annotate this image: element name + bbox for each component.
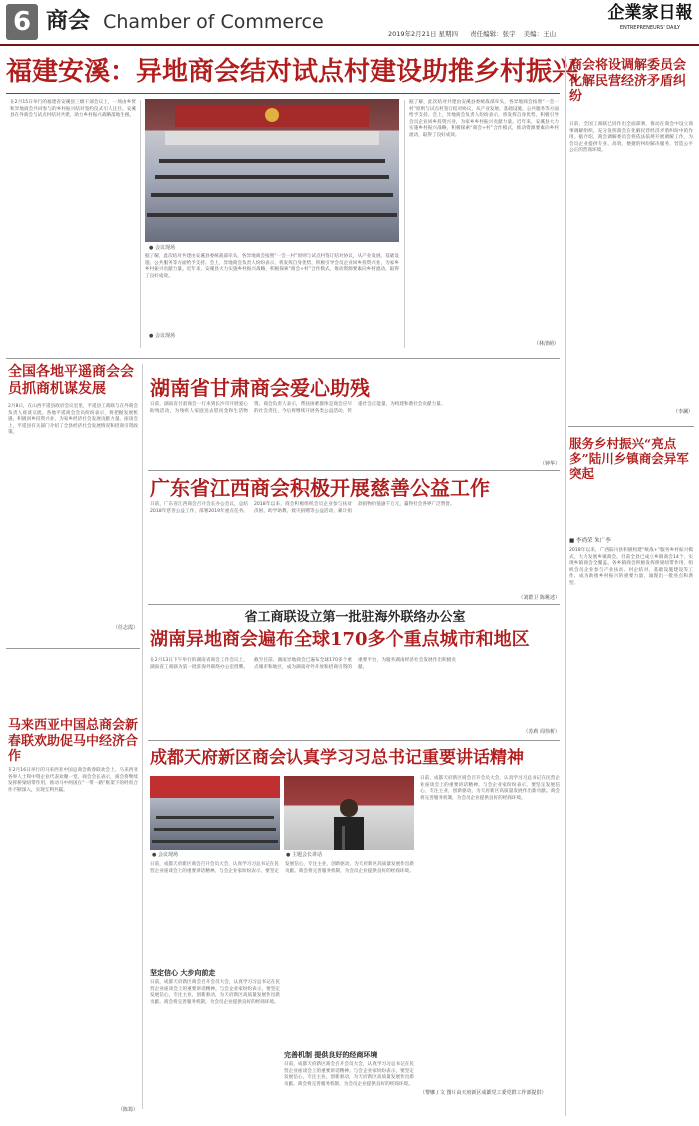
hunan-body (150, 658, 560, 730)
jiangxi-author: （刘群卫 陈桃述） (518, 595, 560, 601)
left-mid-text: 2月8日，在山西平遥县政府会议室里，平遥县工商联与在外商会负责人座谈交流。各地平遥商会会员纷纷表示，将把握发展机遇，积极回乡投资兴业，为家乡经济社会发展贡献力量。座谈会上，平遥县有关部门介绍了全县经济社会发展情况和招商引资政策。 (8, 404, 138, 436)
masthead-rule (0, 44, 699, 46)
malaysia-body (8, 768, 138, 1106)
main-photo-caption-below: ● 会议现场 (149, 245, 175, 251)
paper-logo (604, 2, 696, 32)
rural-body (569, 548, 693, 1116)
chengdu-author: （黎娜 / 文 图片由天府新区成都党工委党群工作部提供） (420, 1090, 547, 1096)
section-rule (148, 740, 560, 741)
meeting-hall-illustration (145, 99, 399, 242)
editor: 责任编辑：张宇 (470, 30, 516, 38)
main-author: （林清萌） (533, 341, 559, 347)
main-body-cont: 据了解，此次结对共建由安溪县委统战部牵头，各异地商会按照“一会一村”原则与试点村签订结对协议，从产业发展、基础设施、公共服务等方面给予支持。会上，异地商会负责人纷纷表示，将发挥自身优势，积极引导会员企业回乡投资兴业，为家乡乡村振兴贡献力量。近年来，安溪县大力实施乡村振兴战略，积极探索“商会+村”合作模式，推动资源要素向乡村流动，取得了良好成效。 (409, 100, 559, 138)
hunan-text: 在2月13日下午举行的湖南省商会工作会议上，湖南省工商联为第一批驻海外联络办公室授牌。截至目前，湖南异地商会已遍布全球170多个重点城市和地区，成为湖南对外开放和招商引资的重要平台，为服务湖南经济社会发展作出积极贡献。 (150, 658, 456, 670)
jiangxi-text: 日前，广东省江西商会召开会长办公会议，总结2018年慈善公益工作，部署2019年重点任务。2018年以来，商会积极组织会员企业参与扶贫济困、助学助教、救灾捐赠等公益活动，累计捐款捐物价值逾千万元，赢得社会各界广泛赞誉。 (150, 502, 455, 514)
col-divider (140, 100, 141, 348)
section-rule (6, 358, 560, 359)
issue-date: 2019年2月21日 星期四 (388, 30, 459, 38)
hunan-kicker: 省工商联设立第一批驻海外联络办公室 (244, 610, 466, 625)
rural-text: 2018年以来，广西陆川县积极构建“统战+”服务乡村振兴模式，大力发展乡镇商会。目前全县已成立乡镇商会14个，实现乡镇商会全覆盖。各乡镇商会积极发挥桥梁纽带作用，组织会员企业参与产业扶贫、村企结对、基础设施建设等工作，成为助推乡村振兴的重要力量，涌现出一批亮点和典型。 (569, 548, 693, 586)
paper-name-en: ENTREPRENEURS' DAILY (619, 25, 681, 31)
main-headline-rule (6, 93, 560, 94)
gansu-headline: 湖南省甘肃商会爱心助残 (150, 376, 370, 400)
section-rule (6, 648, 140, 649)
right-top-text: 日前，全国工商联已同作出全面部署，推动在商会中设立商事调解组织，充分发挥商会在化解民营经济矛盾纠纷中的作用。据介绍，商会调解委员会将依法依规开展调解工作，为会员企业提供专业、高效、便捷的纠纷解决服务，营造公平公正的营商环境。 (569, 122, 693, 154)
chengdu-headline: 成都天府新区商会认真学习习总书记重要讲话精神 (150, 748, 524, 768)
chengdu-photo-1 (150, 776, 280, 850)
rural-headline: 服务乡村振兴“亮点多”陆川乡镇商会异军突起 (569, 436, 689, 481)
chengdu-subhead-2: 完善机制 提供良好的经商环境 (284, 1051, 378, 1059)
chengdu-text-4: 日前，成都天府新区商会召开会员大会，认真学习习总书记在民营企业座谈会上的重要讲话精神。与会企业家纷纷表示，要坚定发展信心，专注主业，创新驱动，为天府新区高质量发展作出新贡献。商会将完善服务机制，为会员企业提供良好的经商环境。 (420, 776, 560, 801)
col-divider (142, 364, 143, 1109)
chengdu-body-left (150, 862, 414, 966)
malaysia-author: （陈筠） (117, 1107, 138, 1113)
section-title (46, 8, 324, 36)
designer: 美编：王山 (523, 30, 557, 38)
malaysia-headline: 马来西亚中国总商会新春联欢助促马中经济合作 (8, 718, 139, 765)
col-divider (565, 56, 566, 1116)
main-body-col4 (409, 100, 559, 340)
chengdu-photo-2-caption: ● 主题会长讲话 (286, 852, 322, 858)
section-title-en: Chamber of Commerce (103, 11, 324, 33)
left-mid-headline: 全国各地平遥商会会员抓商机谋发展 (8, 364, 134, 397)
malaysia-text: 在2月16日举行的马来西亚中国总商会新春联欢会上，马来西亚各界人士和中资企业代表欢聚一堂。商会会长表示，商会将继续发挥桥梁纽带作用，推动马中两国在“一带一路”框架下的经贸合作不断深入，实现互利共赢。 (8, 768, 138, 793)
chengdu-body-sub2 (284, 1062, 414, 1116)
chengdu-text-2: 日前，成都天府新区商会召开会员大会，认真学习习总书记在民营企业座谈会上的重要讲话精神。与会企业家纷纷表示，要坚定发展信心，专注主业，创新驱动，为天府新区高质量发展作出新贡献。商会将完善服务机制，为会员企业提供良好的经商环境。 (150, 980, 280, 1005)
hunan-headline: 湖南异地商会遍布全球170多个重点城市和地区 (150, 629, 530, 650)
right-top-author: （李澜） (672, 409, 693, 415)
section-title-cn: 商会 (46, 9, 91, 34)
meeting-room-illustration (150, 776, 280, 850)
masthead-meta (388, 29, 556, 38)
section-rule (148, 604, 560, 605)
page-number: 6 (12, 7, 32, 37)
chengdu-text: 日前，成都天府新区商会召开会员大会，认真学习习总书记在民营企业座谈会上的重要讲话精神。与会企业家纷纷表示，要坚定发展信心，专注主业，创新驱动，为天府新区高质量发展作出新贡献。商会将完善服务机制，为会员企业提供良好的经商环境。 (150, 862, 414, 874)
chengdu-photo-1-caption: ● 会议现场 (152, 852, 178, 858)
right-top-body (569, 122, 693, 408)
speaker-illustration (284, 776, 414, 850)
main-body-col1 (10, 100, 136, 350)
gansu-author: （钟华） (539, 461, 560, 467)
gansu-text: 日前，湖南省甘肃商会一行来到长沙市开展爱心助残活动，为残疾人家庭送去慰问金和生活物资。商会负责人表示，帮扶困难群体是商会应尽的社会责任，今后将继续开展各类公益活动，传递社会正能量，为构建和谐社会贡献力量。 (150, 402, 446, 414)
chengdu-subhead-1: 坚定信心 大步向前走 (150, 969, 216, 977)
page-number-badge (6, 4, 38, 40)
hunan-author: （苏莉 周伟析） (523, 729, 560, 735)
chengdu-body-right (420, 776, 560, 1086)
masthead (0, 0, 699, 44)
paper-name-cn: 企業家日報 (607, 3, 693, 23)
main-body: 据了解，此次结对共建由安溪县委统战部牵头，各异地商会按照“一会一村”原则与试点村签订结对协议，从产业发展、基础设施、公共服务等方面给予支持。会上，异地商会负责人纷纷表示，将发挥自身优势，积极引导会员企业回乡投资兴业，为家乡乡村振兴贡献力量。近年来，安溪县大力实施乡村振兴战略，积极探索“商会+村”合作模式，推动资源要素向乡村流动，取得了良好成效。 (145, 254, 399, 279)
main-body-bottom (145, 254, 399, 350)
chengdu-body-sub1 (150, 980, 280, 1116)
jiangxi-headline: 广东省江西商会积极开展慈善公益工作 (150, 476, 490, 500)
chengdu-text-3: 日前，成都天府新区商会召开会员大会，认真学习习总书记在民营企业座谈会上的重要讲话精神。与会企业家纷纷表示，要坚定发展信心，专注主业，创新驱动，为天府新区高质量发展作出新贡献。商会将完善服务机制，为会员企业提供良好的经商环境。 (284, 1062, 414, 1087)
right-top-headline: 商会将设调解委员会化解民营经济矛盾纠纷 (569, 58, 687, 105)
col-divider (404, 100, 405, 348)
main-headline: 福建安溪：异地商会结对试点村建设助推乡村振兴 (6, 57, 579, 87)
left-mid-author: （任志霞） (112, 625, 138, 631)
jiangxi-body (150, 502, 560, 596)
rural-byline: ■ 李尚荣 朱广李 (569, 538, 611, 544)
main-photo-caption: ● 会议现场 (149, 333, 175, 339)
chengdu-photo-2 (284, 776, 414, 850)
left-mid-body (8, 404, 138, 624)
main-lead: 在2月15日举行的福建省安溪县三级干部会议上，一场由乡贤和异地商会共同参与的乡村振兴结对签约仪式引人注目。安溪县在外商会与试点村结对共建，助力乡村振兴战略落地生根。 (10, 100, 136, 119)
section-rule (148, 470, 560, 471)
gansu-body (150, 402, 560, 466)
section-rule (568, 426, 694, 427)
